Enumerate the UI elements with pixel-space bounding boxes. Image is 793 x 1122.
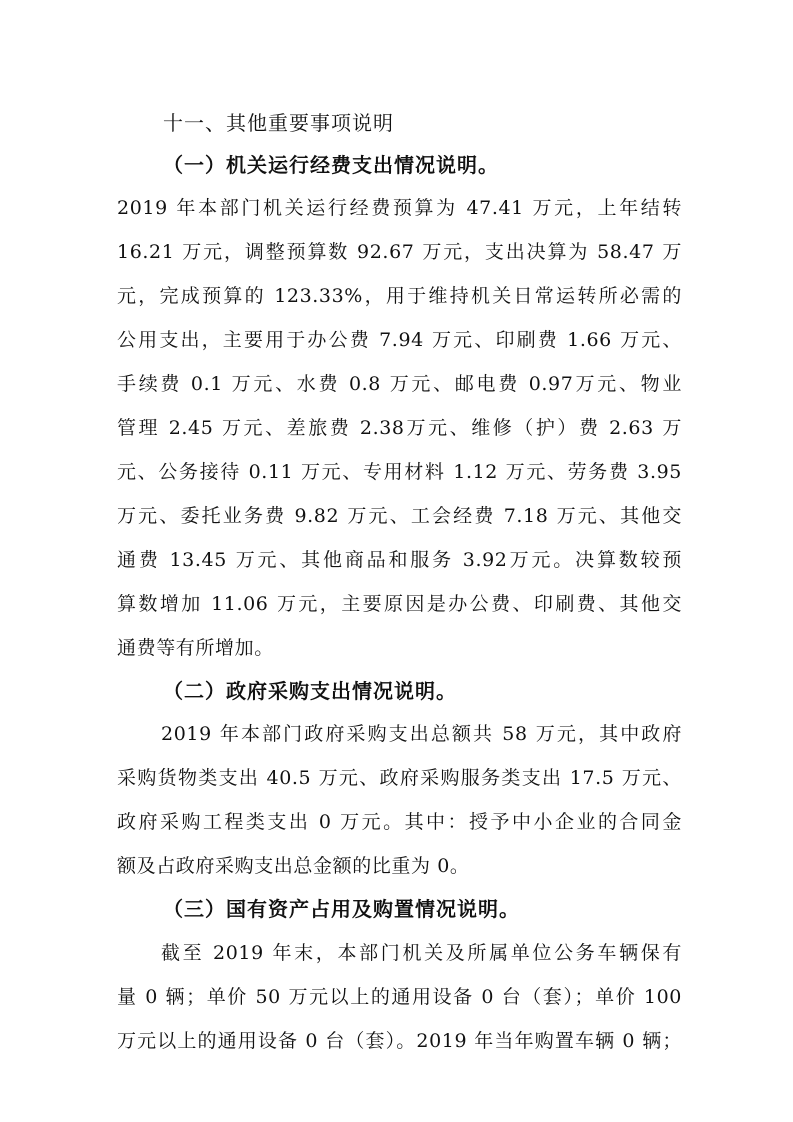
- paragraph-line: 采购货物类支出 40.5 万元、政府采购服务类支出 17.5 万元、: [117, 767, 682, 789]
- paragraph-line: 2019 年本部门政府采购支出总额共 58 万元，其中政府: [161, 723, 682, 745]
- paragraph-line: 万元以上的通用设备 0 台（套）。2019 年当年购置车辆 0 辆；: [117, 1030, 682, 1052]
- paragraph-line: 通费 13.45 万元、其他商品和服务 3.92万元。决算数较预: [117, 549, 682, 571]
- paragraph-line: 元、公务接待 0.11 万元、专用材料 1.12 万元、劳务费 3.95: [117, 461, 682, 483]
- paragraph-line: 2019 年本部门机关运行经费预算为 47.41 万元，上年结转: [117, 197, 682, 219]
- paragraph-line: 算数增加 11.06 万元，主要原因是办公费、印刷费、其他交: [117, 593, 682, 615]
- paragraph-line: 政府采购工程类支出 0 万元。其中：授予中小企业的合同金: [117, 811, 682, 833]
- paragraph-line: 管理 2.45 万元、差旅费 2.38万元、维修（护）费 2.63 万: [117, 417, 682, 439]
- paragraph-line: 手续费 0.1 万元、水费 0.8 万元、邮电费 0.97万元、物业: [117, 373, 682, 395]
- paragraph-line: 16.21 万元，调整预算数 92.67 万元，支出决算为 58.47 万: [117, 241, 682, 263]
- paragraph-line: 额及占政府采购支出总金额的比重为 0。: [117, 855, 470, 877]
- paragraph-line: 万元、委托业务费 9.82 万元、工会经费 7.18 万元、其他交: [117, 505, 682, 527]
- paragraph-line: 公用支出，主要用于办公费 7.94 万元、印刷费 1.66 万元、: [117, 329, 682, 351]
- paragraph-line: 量 0 辆；单价 50 万元以上的通用设备 0 台（套）；单价 100: [117, 986, 682, 1008]
- paragraph-line: 元，完成预算的 123.33%，用于维持机关日常运转所必需的: [117, 285, 682, 307]
- subsection-heading-2: （二）政府采购支出情况说明。: [163, 679, 457, 703]
- paragraph-line: 截至 2019 年末，本部门机关及所属单位公务车辆保有: [161, 942, 682, 964]
- paragraph-line: 通费等有所增加。: [117, 637, 274, 659]
- subsection-heading-3: （三）国有资产占用及购置情况说明。: [163, 897, 520, 921]
- section-title: 十一、其他重要事项说明: [163, 111, 394, 135]
- subsection-heading-1: （一）机关运行经费支出情况说明。: [163, 153, 499, 177]
